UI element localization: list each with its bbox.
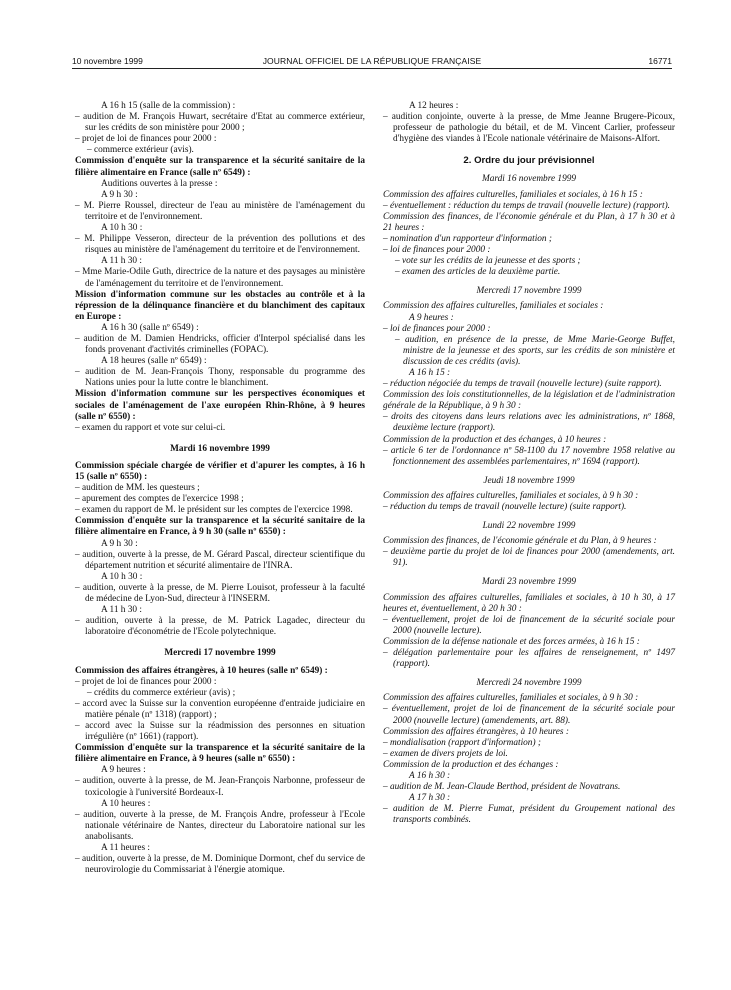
agenda-item: – audition, ouverte à la presse, de M. Gérard Pascal, directeur scientifique du département nutrition et sécurité alimentaire de l'INRA. bbox=[75, 549, 365, 571]
agenda-item: – audition de M. Pierre Fumat, président du Groupement national des transports combinés. bbox=[383, 804, 675, 826]
committee-heading: Commission spéciale chargée de vérifier et d'apurer les comptes, à 16 h 15 (salle nº 6550) : bbox=[75, 460, 365, 482]
agenda-item: – nomination d'un rapporteur d'information ; bbox=[383, 233, 553, 244]
header-page-number: 16771 bbox=[648, 56, 672, 66]
committee-heading: Commission des lois constitutionnelles, de la législation et de l'administration générale de la République, à 9 h 30 : bbox=[383, 390, 675, 412]
date-heading: Lundi 22 novembre 1999 bbox=[482, 521, 576, 532]
time-line: A 17 h 30 : bbox=[409, 793, 451, 804]
header-date: 10 novembre 1999 bbox=[72, 56, 143, 66]
agenda-item: – délégation parlementaire pour les affaires de renseignement, nº 1497 (rapport). bbox=[383, 648, 675, 670]
agenda-item: – accord avec la Suisse sur la réadmission des personnes en situation irrégulière (nº 1661) (rapport). bbox=[75, 720, 365, 743]
agenda-item: – audition, en présence de la presse, de Mme Marie-George Buffet, ministre de la jeunesse et des sports, sur les crédits de son ministère et discussion de ces crédits (avis). bbox=[395, 334, 675, 367]
date-heading: Mardi 16 novembre 1999 bbox=[170, 443, 270, 454]
committee-heading: Commission des finances, de l'économie générale et du Plan, à 17 h 30 et à 21 heures : bbox=[383, 211, 675, 233]
date-heading: Mercredi 17 novembre 1999 bbox=[476, 286, 582, 297]
agenda-item: – droits des citoyens dans leurs relations avec les administrations, nº 1868, deuxième lecture (rapport). bbox=[383, 412, 675, 434]
agenda-item: – Mme Marie-Odile Guth, directrice de la nature et des paysages au ministère de l'aménagement du territoire et de l'environnement. bbox=[75, 267, 365, 289]
committee-heading: Commission d'enquête sur la transparence et la sécurité sanitaire de la filière alimentaire en France, à 9 h 30 (salle nº 6550) : bbox=[75, 516, 365, 538]
agenda-item: – M. Pierre Roussel, directeur de l'eau au ministère de l'aménagement du territoire et de l'environnement. bbox=[75, 200, 365, 222]
header-rule bbox=[72, 68, 672, 69]
committee-heading: Commission des affaires étrangères, à 10 heures (salle nº 6549) : bbox=[75, 665, 328, 676]
agenda-item: – audition, ouverte à la presse, de M. Dominique Dormont, chef du service de neurovirologie du Commissariat à l'énergie atomique. bbox=[75, 854, 365, 876]
time-line: A 16 h 30 (salle nº 6549) : bbox=[101, 322, 199, 333]
agenda-item: – audition, ouverte à la presse, de M. Pierre Louisot, professeur à la faculté de médecine de Lyon-Sud, directeur à l'INSERM. bbox=[75, 582, 365, 605]
agenda-item: – loi de finances pour 2000 : bbox=[383, 323, 491, 334]
time-line: A 10 h 30 : bbox=[101, 571, 143, 582]
agenda-item: – vote sur les crédits de la jeunesse et des sports ; bbox=[395, 256, 581, 267]
date-heading: Mercredi 24 novembre 1999 bbox=[476, 678, 582, 689]
date-heading: Mardi 16 novembre 1999 bbox=[481, 174, 577, 185]
agenda-item: – loi de finances pour 2000 : bbox=[383, 245, 491, 256]
committee-heading: Commission des affaires culturelles, familiales et sociales, à 9 h 30 : bbox=[383, 693, 639, 704]
agenda-item: – projet de loi de finances pour 2000 : bbox=[75, 676, 217, 687]
time-line: A 9 h 30 : bbox=[101, 189, 138, 200]
agenda-item: – projet de loi de finances pour 2000 : bbox=[75, 134, 217, 145]
time-line: A 9 heures : bbox=[409, 312, 454, 323]
agenda-item: – éventuellement, projet de loi de financement de la sécurité sociale pour 2000 (nouvelle lecture) (amendements, art. 88). bbox=[383, 704, 675, 726]
agenda-item: – examen des articles de la deuxième partie. bbox=[395, 267, 561, 278]
committee-heading: Mission d'information commune sur les obstacles au contrôle et à la répression de la délinquance financière et du blanchiment des capitaux en Europe : bbox=[75, 289, 365, 322]
committee-heading: Commission des affaires culturelles, familiales et sociales, à 10 h 30, à 17 heures et, éventuellement, à 20 h 30 : bbox=[383, 592, 675, 614]
agenda-item: – crédits du commerce extérieur (avis) ; bbox=[87, 687, 236, 698]
agenda-item: – apurement des comptes de l'exercice 1998 ; bbox=[75, 494, 244, 505]
time-line: A 11 h 30 : bbox=[101, 256, 142, 267]
agenda-item: – audition de M. Damien Hendricks, officier d'Interpol spécialisé dans les fonds provenant d'activités criminelles (FOPAC). bbox=[75, 333, 365, 356]
agenda-item: – éventuellement : réduction du temps de travail (nouvelle lecture) (rapport). bbox=[383, 200, 670, 211]
time-line: Auditions ouvertes à la presse : bbox=[101, 178, 218, 189]
time-line: A 11 heures : bbox=[101, 843, 150, 853]
time-line: A 10 h 30 : bbox=[101, 223, 143, 234]
agenda-item: – audition de M. Jean-François Thony, responsable du programme des Nations unies pour la lutte contre le blanchiment. bbox=[75, 367, 365, 389]
agenda-item: – M. Philippe Vesseron, directeur de la prévention des pollutions et des risques au ministère de l'aménagement du territoire et de l'environnement. bbox=[75, 234, 365, 256]
section-heading: 2. Ordre du jour prévisionnel bbox=[463, 155, 595, 167]
agenda-item: – audition, ouverte à la presse, de M. Jean-François Narbonne, professeur de toxicologie à l'université Bordeaux-I. bbox=[75, 776, 365, 798]
time-line: A 11 h 30 : bbox=[101, 605, 142, 616]
committee-heading: Commission de la production et des échanges : bbox=[383, 759, 559, 770]
time-line: A 9 h 30 : bbox=[101, 538, 138, 549]
agenda-item: – article 6 ter de l'ordonnance nº 58-1100 du 17 novembre 1958 relative au fonctionnement des assemblées parlementaires, nº 1694 (rapport). bbox=[383, 445, 675, 467]
agenda-item: – mondialisation (rapport d'information) ; bbox=[383, 737, 541, 748]
committee-heading: Commission des affaires étrangères, à 10 heures : bbox=[383, 726, 569, 737]
agenda-item: – examen du rapport et vote sur celui-ci. bbox=[75, 422, 226, 433]
date-heading: Jeudi 18 novembre 1999 bbox=[483, 475, 575, 486]
time-line: A 16 h 15 (salle de la commission) : bbox=[101, 101, 236, 111]
agenda-item: – audition, ouverte à la presse, de M. Patrick Lagadec, directeur du laboratoire d'économétrie de l'Ecole polytechnique. bbox=[75, 616, 365, 638]
agenda-item: – audition conjointe, ouverte à la presse, de Mme Jeanne Brugere-Picoux, professeur de pathologie du bétail, et de M. Vincent Carlier, professeur d'hygiène des viandes à l'Ecole nationale vétérinaire de Maisons-Alfort. bbox=[383, 112, 675, 145]
time-line: A 16 h 30 : bbox=[409, 770, 451, 781]
agenda-item: – audition de MM. les questeurs ; bbox=[75, 483, 200, 494]
date-heading: Mercredi 17 novembre 1999 bbox=[164, 648, 276, 659]
left-column bbox=[75, 101, 365, 876]
committee-heading: Commission des finances, de l'économie générale et du Plan, à 9 heures : bbox=[383, 536, 657, 547]
agenda-item: – réduction du temps de travail (nouvelle lecture) (suite rapport). bbox=[383, 502, 627, 512]
committee-heading: Commission des affaires culturelles, familiales et sociales, à 9 h 30 : bbox=[383, 490, 639, 501]
agenda-item: – examen du rapport de M. le président sur les comptes de l'exercice 1998. bbox=[75, 505, 353, 516]
time-line: A 16 h 15 : bbox=[409, 367, 451, 378]
header-title: JOURNAL OFFICIEL DE LA RÉPUBLIQUE FRANÇAISE bbox=[262, 56, 482, 66]
committee-heading: Commission de la production et des échanges, à 10 heures : bbox=[383, 434, 607, 445]
agenda-item: – audition de M. François Huwart, secrétaire d'Etat au commerce extérieur, sur les crédits de son ministère pour 2000 ; bbox=[75, 112, 365, 134]
time-line: A 18 heures (salle nº 6549) : bbox=[101, 356, 207, 367]
agenda-item: – accord avec la Suisse sur la convention européenne d'entraide judiciaire en matière pénale (nº 1318) (rapport) ; bbox=[75, 698, 365, 720]
committee-heading: Mission d'information commune sur les perspectives économiques et sociales de l'aménagement de l'axe européen Rhin-Rhône, à 9 heures (salle nº 6550) : bbox=[75, 389, 365, 422]
time-line: A 9 heures : bbox=[101, 765, 146, 776]
agenda-item: – deuxième partie du projet de loi de finances pour 2000 (amendements, art. 91). bbox=[383, 547, 675, 569]
agenda-item: – audition, ouverte à la presse, de M. François Andre, professeur à l'Ecole nationale vétérinaire de Nantes, directeur du Laboratoire national sur les anabolisants. bbox=[75, 809, 365, 842]
date-heading: Mardi 23 novembre 1999 bbox=[481, 577, 577, 588]
right-column bbox=[383, 101, 675, 826]
agenda-item: – éventuellement, projet de loi de financement de la sécurité sociale pour 2000 (nouvelle lecture). bbox=[383, 614, 675, 636]
agenda-item: – commerce extérieur (avis). bbox=[87, 145, 194, 156]
agenda-item: – examen de divers projets de loi. bbox=[383, 748, 508, 759]
committee-heading: Commission des affaires culturelles, familiales et sociales : bbox=[383, 301, 604, 312]
committee-heading: Commission des affaires culturelles, familiales et sociales, à 16 h 15 : bbox=[383, 189, 643, 200]
agenda-item: – réduction négociée du temps de travail (nouvelle lecture) (suite rapport). bbox=[383, 379, 662, 390]
time-line: A 10 heures : bbox=[101, 798, 151, 809]
committee-heading: Commission d'enquête sur la transparence et la sécurité sanitaire de la filière alimentaire en France (salle nº 6549) : bbox=[75, 156, 365, 178]
committee-heading: Commission de la défense nationale et des forces armées, à 16 h 15 : bbox=[383, 636, 640, 647]
agenda-item: – audition de M. Jean-Claude Berthod, président de Novatrans. bbox=[383, 782, 621, 793]
committee-heading: Commission d'enquête sur la transparence et la sécurité sanitaire de la filière alimentaire en France, à 9 heures (salle nº 6550) : bbox=[75, 743, 365, 765]
time-line: A 12 heures : bbox=[409, 101, 459, 111]
